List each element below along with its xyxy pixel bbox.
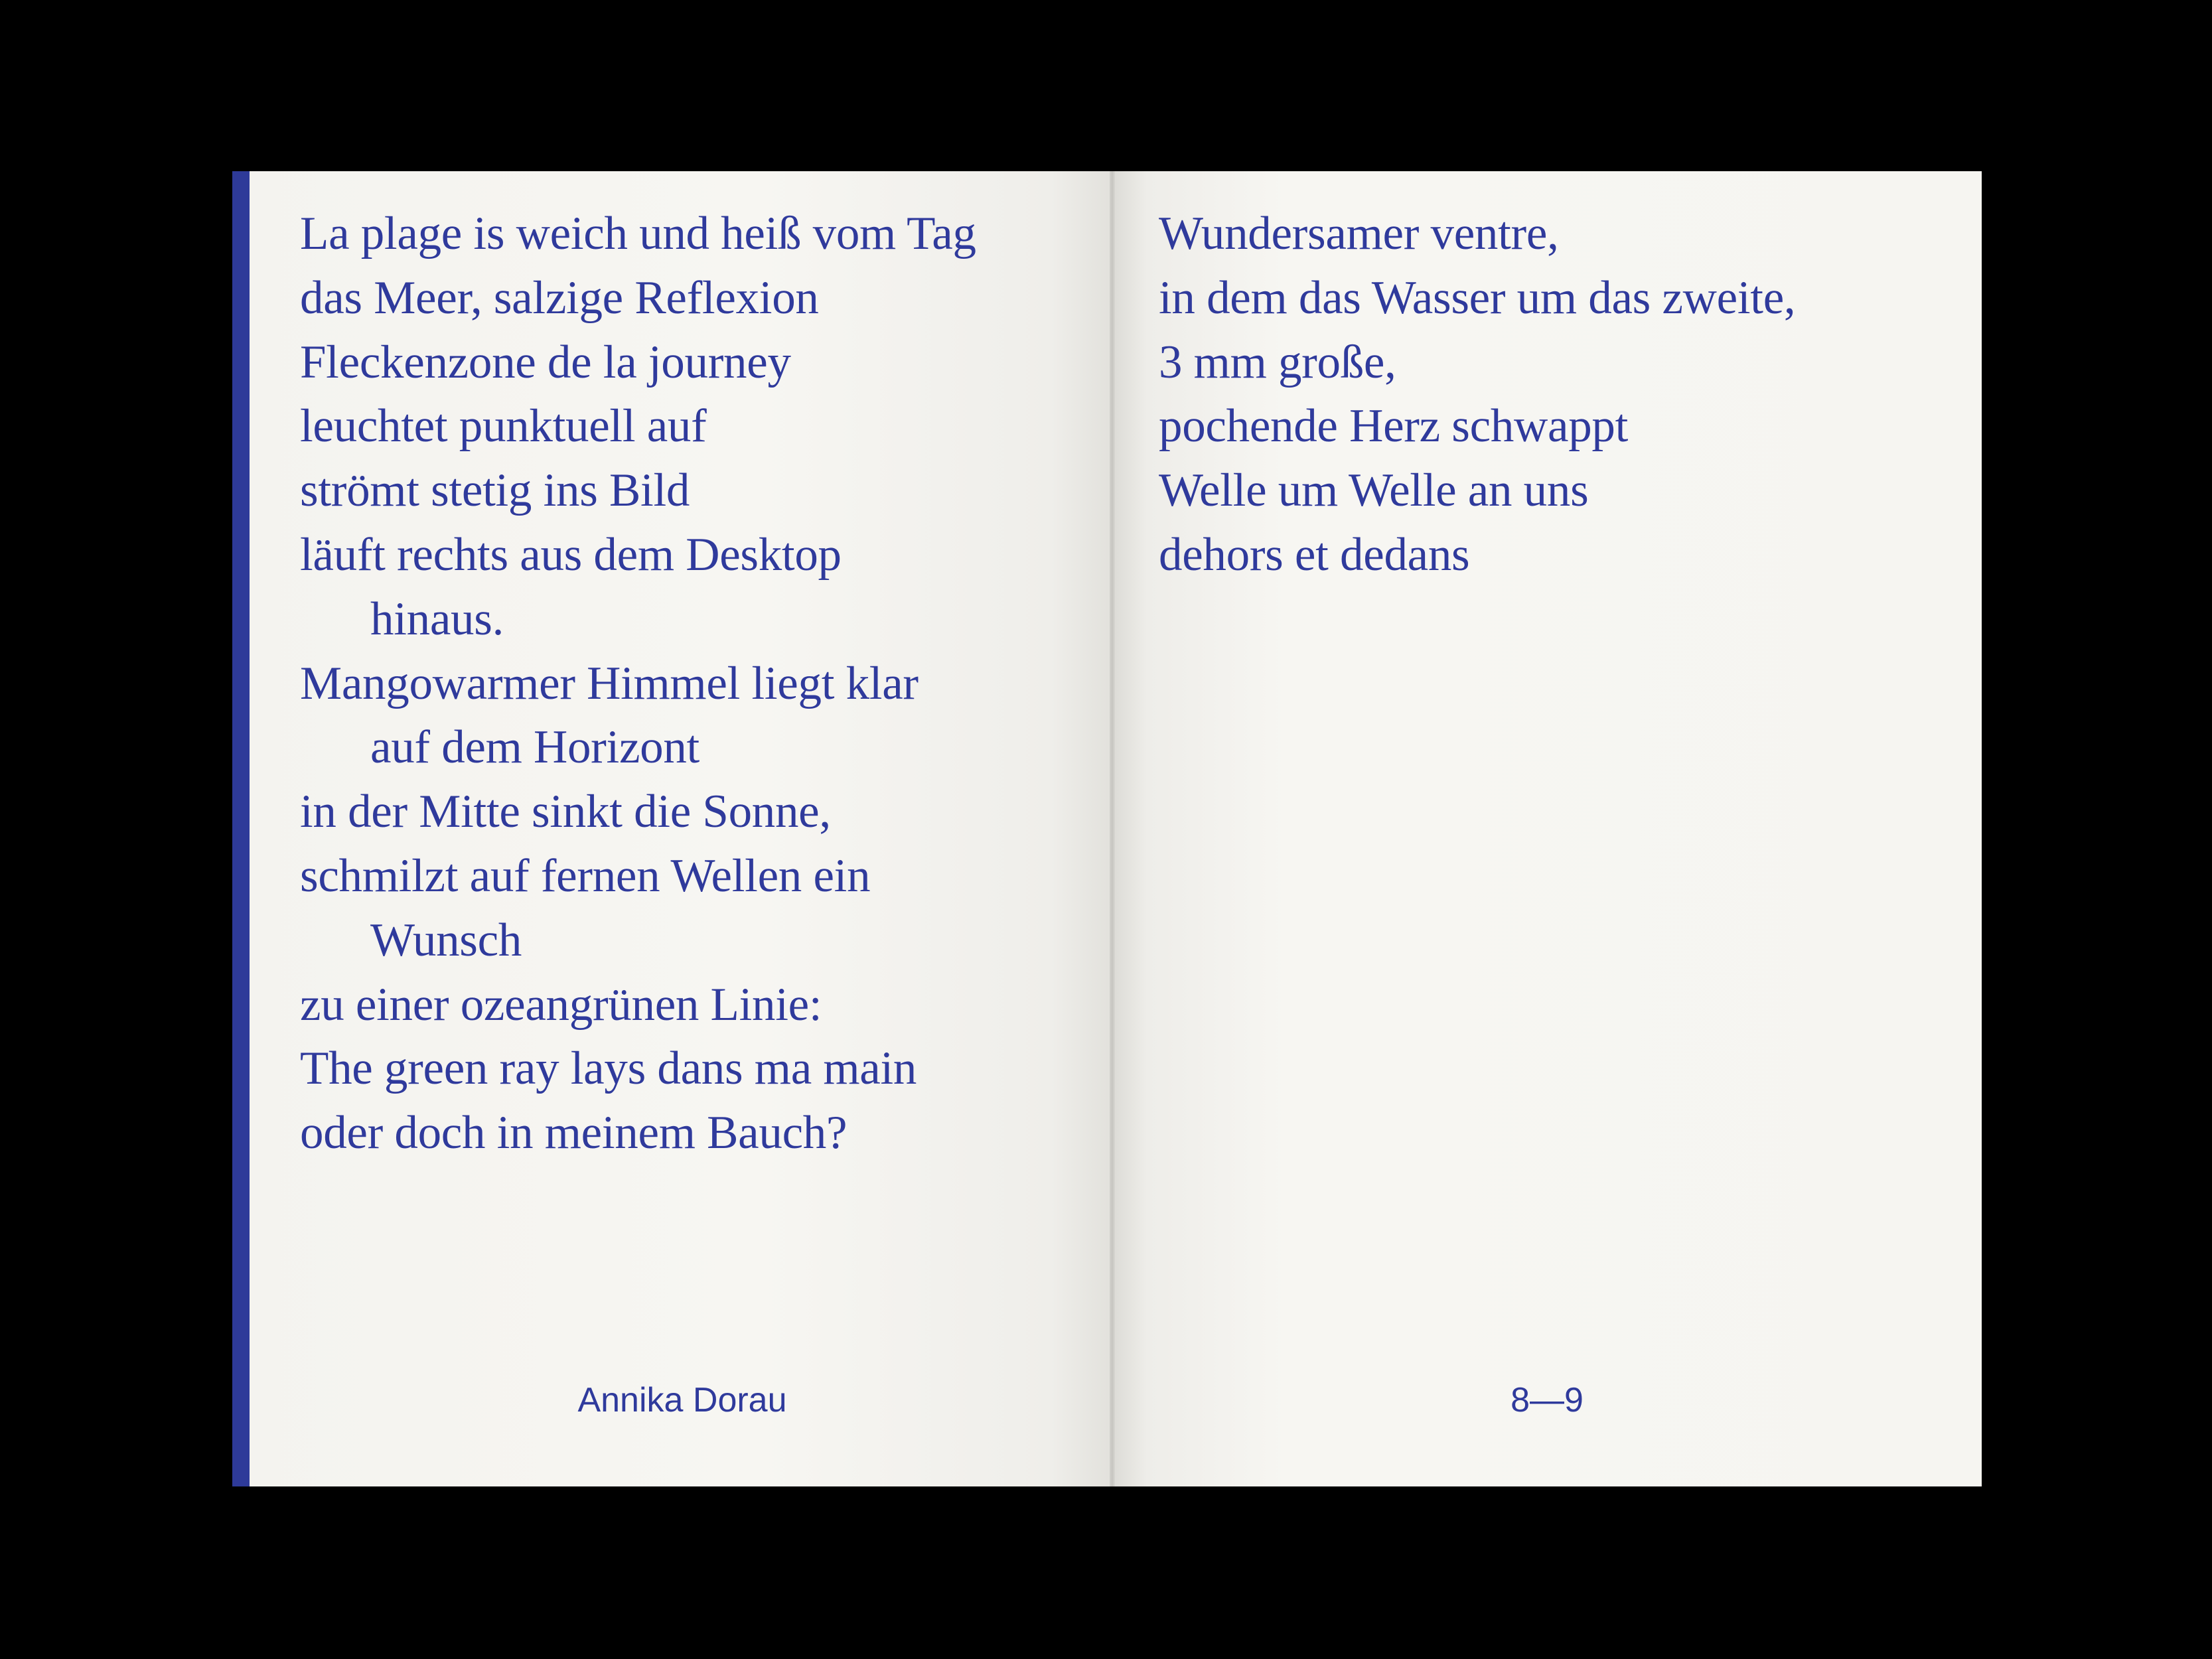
poem-line: Wundersamer ventre,: [1159, 208, 1559, 259]
poem-line: in dem das Wasser um das zweite,: [1159, 271, 1796, 324]
poem-line: leuchtet punktuell auf: [300, 400, 707, 453]
poem-line: das Meer, salzige Reflexion: [300, 271, 819, 324]
poem-line: Wunsch: [370, 914, 522, 966]
right-page: [1112, 171, 1982, 1486]
poem-line: in der Mitte sinkt die Sonne,: [300, 786, 831, 838]
blue-spine-edge: [232, 171, 250, 1486]
poem-line: auf dem Horizont: [370, 721, 700, 774]
poem-line: pochende Herz schwappt: [1159, 400, 1629, 453]
poem-line: schmilzt auf fernen Wellen ein: [300, 849, 871, 902]
poem-line: 3 mm große,: [1159, 336, 1396, 388]
poem-line: hinaus.: [370, 593, 504, 645]
poem-line: zu einer ozeangrünen Linie:: [300, 978, 822, 1031]
poem-line: Fleckenzone de la journey: [300, 336, 791, 388]
poem-line: The green ray lays dans ma main: [300, 1043, 917, 1095]
poem-line: Mangowarmer Himmel liegt klar: [300, 657, 919, 709]
poem-line: Welle um Welle an uns: [1159, 465, 1589, 517]
poem-line: läuft rechts aus dem Desktop: [300, 528, 842, 581]
book-gutter: [1110, 171, 1115, 1486]
poem-line: dehors et dedans: [1159, 528, 1470, 581]
left-page: [232, 171, 1112, 1486]
poem-line: strömt stetig ins Bild: [300, 465, 690, 517]
poem-line: La plage is weich und heiß vom Tag: [300, 208, 976, 259]
right-poem: [1159, 202, 1795, 587]
author-name: Annika Dorau: [577, 1381, 787, 1419]
left-poem: [300, 202, 976, 1165]
page-numbers: 8—9: [1511, 1381, 1584, 1419]
book-spread: [232, 171, 1982, 1486]
poem-line: oder doch in meinem Bauch?: [300, 1107, 848, 1159]
